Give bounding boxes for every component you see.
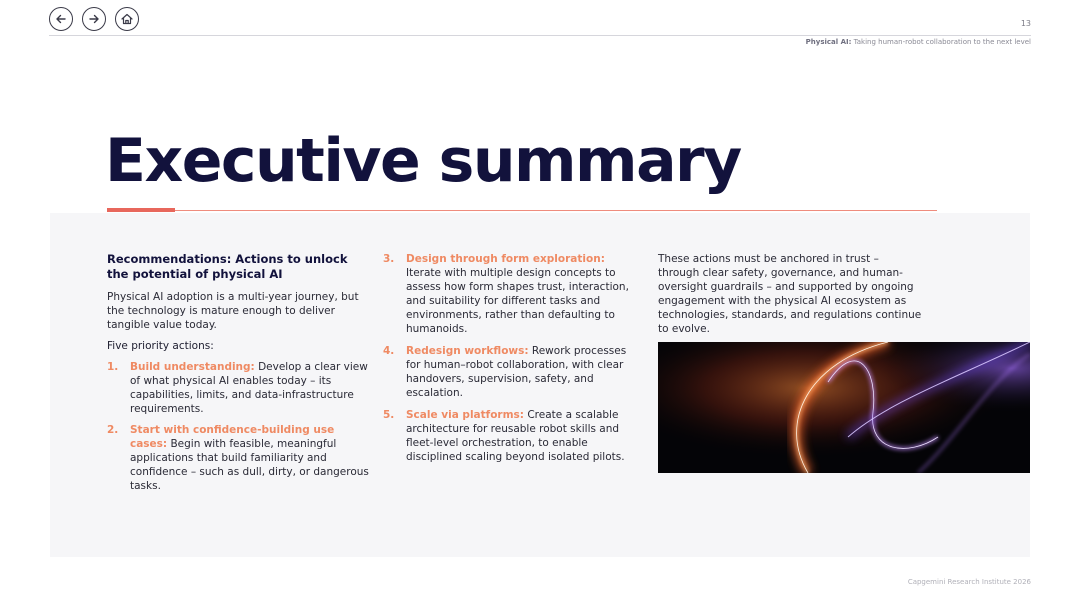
column-one <box>107 252 369 500</box>
navigation-bar <box>49 7 139 31</box>
column-two <box>383 252 633 472</box>
abstract-light-graphic <box>658 342 1030 473</box>
column-three <box>658 252 923 336</box>
priority-actions-heading: Five priority actions: <box>107 340 214 352</box>
running-header-label: Physical AI: <box>805 38 852 46</box>
running-header <box>806 38 1031 46</box>
recommendation-item <box>107 360 369 416</box>
recommendation-item <box>383 252 633 336</box>
recommendation-title: Redesign workflows: <box>406 345 529 357</box>
recommendation-item <box>107 423 369 493</box>
title-accent-bar <box>107 208 175 212</box>
forward-button[interactable] <box>82 7 106 31</box>
recommendation-title: Build understanding: <box>130 361 255 373</box>
recommendation-item <box>383 344 633 400</box>
recommendation-number: 5. <box>383 409 395 421</box>
recommendation-title: Scale via platforms: <box>406 409 525 421</box>
recommendation-title: Design through form exploration: <box>406 253 605 265</box>
recommendation-text: Rework processes for human–robot collaboration, with clear handovers, supervision, safety, and escalation. <box>406 345 627 399</box>
recommendation-number: 2. <box>107 424 119 436</box>
recommendation-text: Begin with feasible, meaningful applications that build familiarity and confidence – such as dull, dirty, or dangerous tasks. <box>130 438 369 492</box>
abstract-light-image <box>658 342 1030 473</box>
recommendation-item <box>383 408 633 464</box>
header-divider <box>49 35 1031 36</box>
recommendation-number: 4. <box>383 345 395 357</box>
page-number: 13 <box>1020 19 1031 28</box>
intro-paragraph: Physical AI adoption is a multi-year journey, but the technology is mature enough to deliver tangible value today. <box>107 291 359 331</box>
title-underline <box>107 210 937 211</box>
arrow-right-icon <box>87 12 101 26</box>
recommendation-number: 1. <box>107 361 119 373</box>
home-button[interactable] <box>115 7 139 31</box>
running-header-text: Taking human-robot collaboration to the next level <box>851 38 1031 46</box>
closing-paragraph: These actions must be anchored in trust – through clear safety, governance, and human-oversight guardrails – and supported by ongoing engagement with the physical AI ecosystem as technologies, standards, and regulations continue to evolve. <box>658 253 922 335</box>
footer-credit: Capgemini Research Institute 2026 <box>907 578 1031 586</box>
home-icon <box>120 12 134 26</box>
back-button[interactable] <box>49 7 73 31</box>
recommendation-text: Create a scalable architecture for reusable robot skills and fleet-level orchestration, to enable disciplined scaling beyond isolated pilots. <box>406 409 625 463</box>
page-title: Executive summary <box>105 126 741 196</box>
recommendation-title: Start with confidence-building use cases: <box>130 424 335 450</box>
recommendation-text: Develop a clear view of what physical AI enables today – its capabilities, limits, and data-infrastructure requirements. <box>130 361 368 415</box>
recommendations-heading: Recommendations: Actions to unlock the potential of physical AI <box>107 252 348 281</box>
recommendation-number: 3. <box>383 253 395 265</box>
arrow-left-icon <box>54 12 68 26</box>
recommendation-text: Iterate with multiple design concepts to assess how form shapes trust, interaction, and suitability for different tasks and environments, rather than defaulting to humanoids. <box>406 267 629 335</box>
